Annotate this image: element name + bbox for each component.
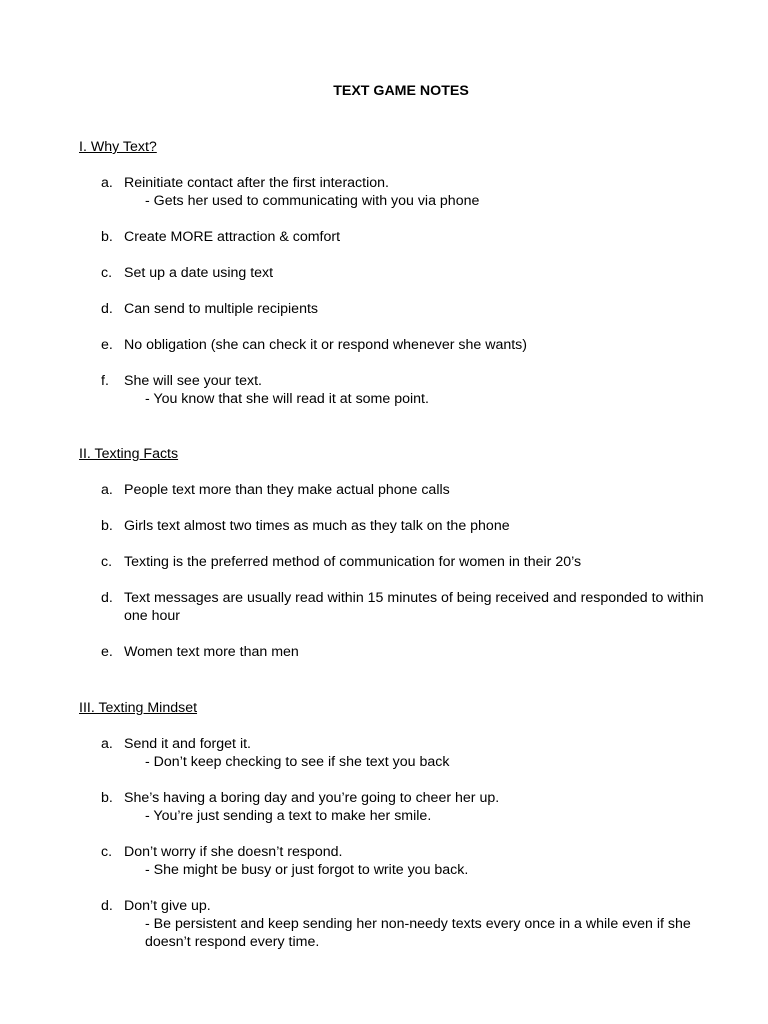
list-item-text: She’s having a boring day and you’re going to cheer her up.	[124, 790, 500, 806]
list-marker: b.	[101, 790, 113, 806]
list-item-text: Set up a date using text	[124, 265, 274, 281]
list-item-text: Texting is the preferred method of communication for women in their 20’s	[124, 554, 582, 570]
list-marker: a.	[101, 175, 113, 191]
page-title: TEXT GAME NOTES	[333, 83, 469, 99]
list-marker: e.	[101, 644, 113, 660]
section-why-text	[79, 138, 719, 407]
list-item-text: Don’t worry if she doesn’t respond.	[124, 844, 343, 860]
list-item-text: Girls text almost two times as much as they talk on the phone	[124, 518, 510, 534]
list-marker: d.	[101, 301, 113, 317]
list-marker: c.	[101, 265, 113, 281]
list-marker: d.	[101, 590, 113, 606]
list-marker: b.	[101, 518, 113, 534]
list-item-text: Can send to multiple recipients	[124, 301, 318, 317]
section-texting-facts	[79, 445, 719, 660]
list-item-text: Send it and forget it.	[124, 736, 251, 752]
section-texting-mindset	[79, 699, 719, 950]
list-item-text: People text more than they make actual phone calls	[124, 482, 450, 498]
list-item-text: She will see your text.	[124, 373, 262, 389]
list-item-text: Women text more than men	[124, 644, 299, 660]
list-marker: c.	[101, 554, 113, 570]
list-item-text: No obligation (she can check it or respond whenever she wants)	[124, 337, 527, 353]
list-item-subnote: - You’re just sending a text to make her smile.	[145, 808, 432, 824]
list-marker: d.	[101, 898, 113, 914]
list-item-subnote: - Be persistent and keep sending her non-needy texts every once in a while even if she doesn’t respond every time.	[145, 916, 691, 950]
list-item-subnote: - Don’t keep checking to see if she text you back	[145, 754, 450, 770]
list-item-text: Reinitiate contact after the first interaction.	[124, 175, 389, 191]
section-heading: I. Why Text?	[79, 139, 157, 155]
list-item-text: Don’t give up.	[124, 898, 211, 914]
list-item-text: Create MORE attraction & comfort	[124, 229, 341, 245]
list-marker: a.	[101, 482, 113, 498]
list-item-subnote: - She might be busy or just forgot to write you back.	[145, 862, 469, 878]
list-item-subnote: - You know that she will read it at some point.	[145, 391, 429, 407]
list-item-text: Text messages are usually read within 15 minutes of being received and responded to within one hour	[124, 590, 704, 624]
section-heading: III. Texting Mindset	[79, 700, 198, 716]
list-marker: f.	[101, 373, 109, 389]
list-item-subnote: - Gets her used to communicating with you via phone	[145, 193, 480, 209]
list-marker: c.	[101, 844, 113, 860]
list-marker: e.	[101, 337, 113, 353]
list-marker: a.	[101, 736, 113, 752]
list-marker: b.	[101, 229, 113, 245]
section-heading: II. Texting Facts	[79, 446, 179, 462]
